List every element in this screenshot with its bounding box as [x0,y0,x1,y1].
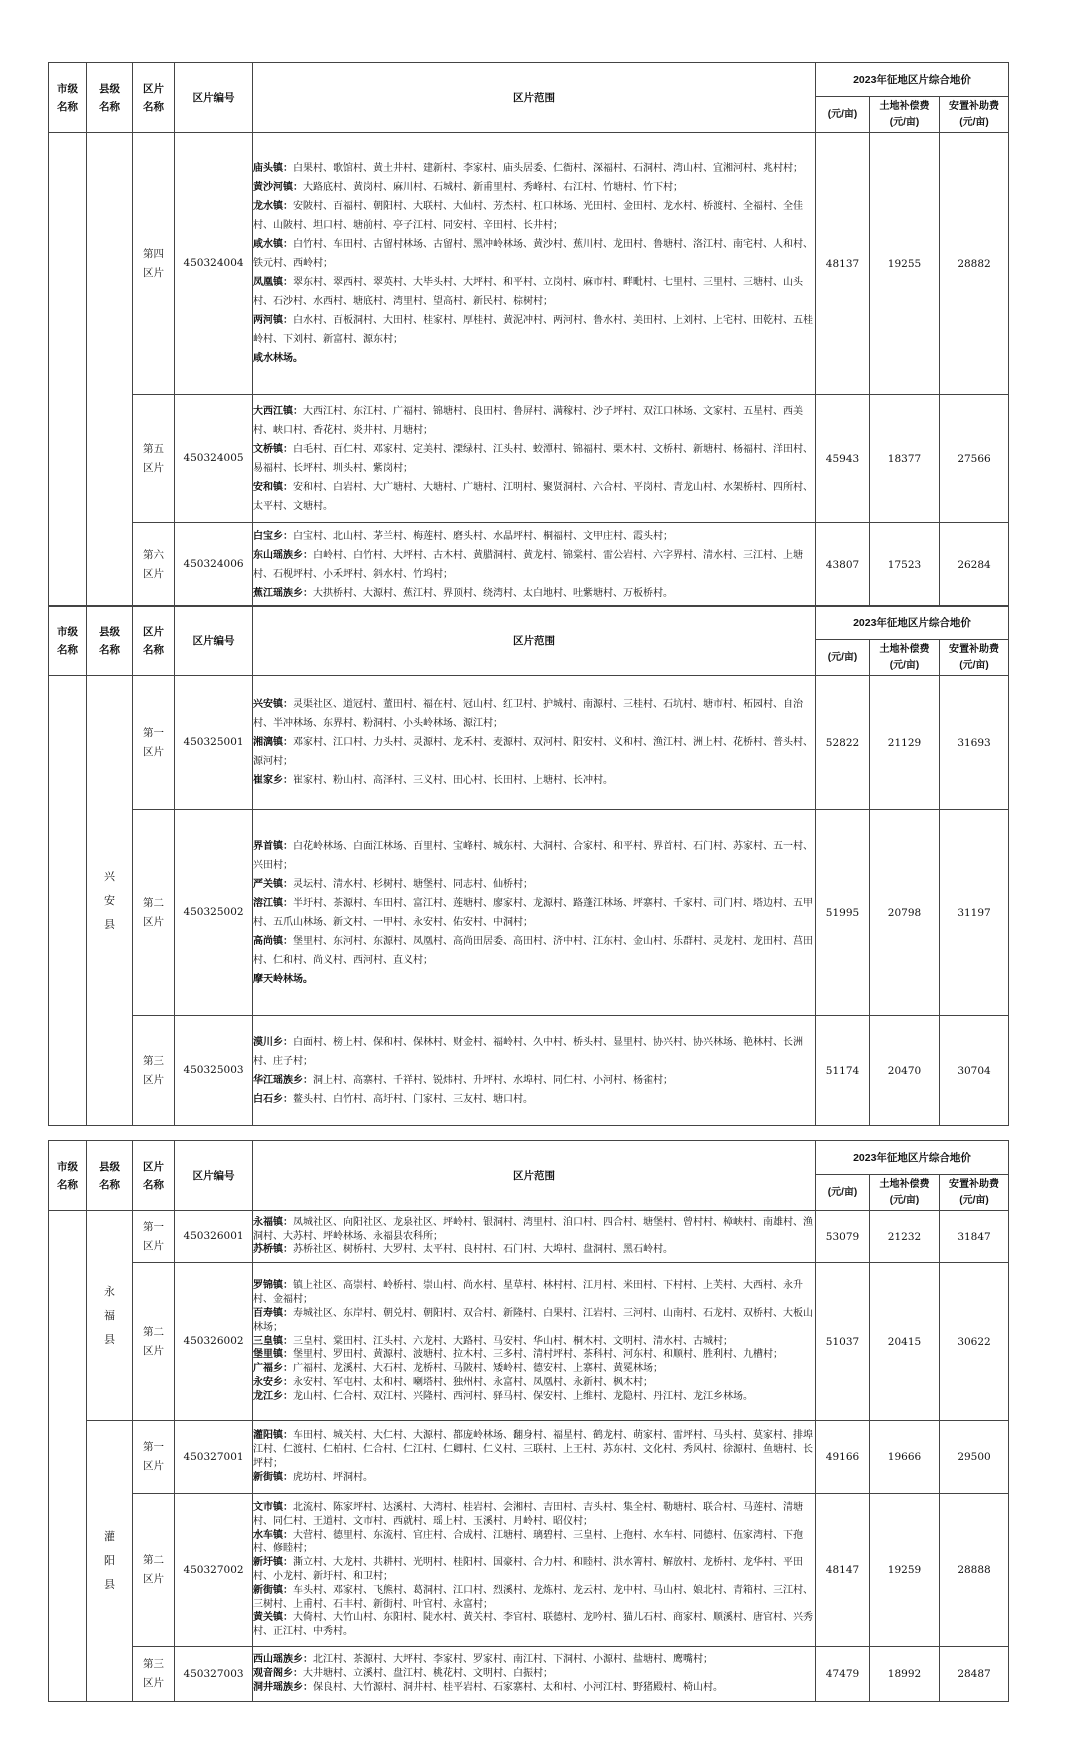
zone-range [253,1263,816,1421]
town-name: 白宝乡： [253,530,293,542]
zone-range [253,523,816,607]
town-entry [253,1033,815,1071]
town-entry [253,932,815,970]
land-compensation: 18377 [870,395,940,523]
town-name: 西山瑶族乡： [253,1654,313,1666]
resettlement-subsidy: 26284 [940,523,1009,607]
land-price-table-1 [48,62,1009,607]
town-name: 高尚镇： [253,935,293,947]
town-entry [253,1090,815,1109]
resettlement-subsidy: 31847 [940,1211,1009,1263]
town-name: 两河镇： [253,315,293,326]
village-list: 镇上社区、高崇村、岭桥村、崇山村、尚水村、星草村、林村村、江月村、米田村、下村村、上芙村、大西村、永升村、金福村； [253,1280,803,1306]
town-name: 文桥镇： [253,443,293,455]
zone-name: 第四 区片 [133,133,175,395]
resettlement-subsidy: 30622 [940,1263,1009,1421]
resettlement-subsidy: 31693 [940,676,1009,810]
village-list: 保良村、大竹源村、洞井村、桂平岩村、石家寨村、太和村、小河江村、野猪殿村、椅山村。 [313,1681,723,1693]
header-zone: 区片 名称 [133,1141,175,1211]
town-name: 水车镇： [253,1529,293,1541]
town-name: 永福镇： [253,1216,293,1228]
town-name: 新街镇： [253,1584,293,1596]
town-entry [253,527,815,546]
town-name: 华江瑶族乡： [253,1074,313,1086]
header-resettlement-subsidy: 安置补助费 (元/亩) [940,97,1009,133]
town-entry [253,235,815,273]
county-cell [87,133,133,607]
town-entry [253,1390,815,1404]
header-unit: (元/亩) [816,1175,870,1211]
zone-code: 450324006 [175,523,253,607]
village-list: 北流村、陈家坪村、达溪村、大湾村、桂岩村、会湘村、吉田村、吉头村、集全村、勒塘村、联合村、马莲村、清塘村、同仁村、王道村、文市村、西就村、瑶上村、玉溪村、月岭村、昭仪村； [253,1502,803,1527]
town-entry [253,771,815,790]
town-name: 蕉江瑶族乡： [253,587,313,599]
village-list: 翠东村、翠西村、翠英村、大毕头村、大坪村、和平村、立岗村、麻市村、畔毗村、七里村、三里村、三塘村、山头村、石沙村、水西村、塘底村、湾里村、望高村、新民村、棕树村； [253,277,803,307]
town-entry [253,159,815,178]
zone-row [49,395,1009,523]
town-name: 白石乡： [253,1093,293,1105]
town-name: 堡里镇： [253,1349,293,1361]
header-city: 市级 名称 [49,606,87,676]
zone-price: 51037 [816,1263,870,1421]
village-list: 白竹村、车田村、古留村林场、古留村、黑冲岭林场、黄沙村、蕉川村、龙田村、鲁塘村、洛江村、南宅村、人和村、铁元村、西岭村； [253,239,813,269]
header-range: 区片范围 [253,606,816,676]
town-name: 洞井瑶族乡： [253,1681,313,1693]
zone-range [253,395,816,523]
zone-row [49,523,1009,607]
zone-name: 第三 区片 [133,1016,175,1126]
village-list: 大营村、德里村、东流村、官庄村、合成村、江塘村、璃碧村、三皇村、上孢村、水车村、同德村、伍家湾村、下孢村、修睦村； [253,1529,803,1555]
town-name: 兴安镇： [253,699,293,710]
town-entry [253,837,815,875]
land-compensation: 21232 [870,1211,940,1263]
town-name: 东山瑶族乡： [253,549,313,561]
header-price-group: 2023年征地区片综合地价 [816,63,1009,97]
resettlement-subsidy: 28882 [940,133,1009,395]
zone-row [49,676,1009,810]
town-entry [253,546,815,584]
village-list: 崔家村、粉山村、高泽村、三义村、田心村、长田村、上塘村、长冲村。 [293,775,613,786]
zone-code: 450327002 [175,1494,253,1647]
town-name: 观音阁乡： [253,1668,303,1680]
header-county: 县级 名称 [87,1141,133,1211]
town-entry [253,695,815,733]
village-list: 邓家村、江口村、力头村、灵源村、龙禾村、麦源村、双河村、阳安村、义和村、渔江村、洲上村、花桥村、普头村、源河村； [253,737,813,767]
zone-row [49,133,1009,395]
header-land-compensation: 土地补偿费 (元/亩) [870,1175,940,1211]
village-list: 大路底村、黄岗村、麻川村、石城村、新甫里村、秀峰村、右江村、竹塘村、竹下村； [303,182,683,193]
village-list: 大井塘村、立溪村、盘江村、桃花村、文明村、白振村； [303,1668,553,1680]
zone-range [253,1647,816,1702]
header-county: 县级 名称 [87,606,133,676]
village-list: 苏桥社区、树桥村、大罗村、太平村、良村村、石门村、大埠村、盘洞村、黑石岭村。 [293,1244,673,1256]
zone-row [49,1263,1009,1421]
zone-row [49,1421,1009,1494]
header-zone: 区片 名称 [133,63,175,133]
town-entry [253,440,815,478]
village-list: 虎坊村、坪洞村。 [293,1471,373,1483]
header-land-compensation: 土地补偿费 (元/亩) [870,640,940,676]
zone-range [253,1494,816,1647]
town-entry [253,1681,815,1695]
zone-name: 第二 区片 [133,1494,175,1647]
town-entry [253,1376,815,1390]
village-list: 寿城社区、东岸村、朝兑村、朝阳村、双合村、新隆村、白果村、江岩村、三河村、山南村、石龙村、双桥村、大板山林场； [253,1308,813,1333]
town-entry [253,1556,815,1584]
town-name: 文市镇： [253,1502,293,1514]
town-name: 溶江镇： [253,897,293,909]
village-list: 白毛村、百仁村、邓家村、定美村、溧绿村、江头村、蛟潭村、锦福村、栗木村、文桥村、新塘村、杨福村、洋田村、易福村、长坪村、圳头村、紫岗村； [253,443,813,474]
village-list: 半圩村、茶源村、车田村、富江村、莲塘村、廖家村、龙源村、路蓬江林场、坪寨村、千家村、司门村、塔边村、五甲村、五爪山林场、新文村、一甲村、永安村、佑安村、中洞村； [253,897,813,928]
zone-price: 49166 [816,1421,870,1494]
zone-name: 第二 区片 [133,810,175,1016]
town-name: 黄沙河镇： [253,182,303,193]
zone-price: 48137 [816,133,870,395]
city-cell [49,1211,87,1702]
town-name: 罗锦镇： [253,1280,293,1292]
town-name: 咸水林场。 [253,353,303,364]
town-name: 界首镇： [253,840,293,852]
town-entry [253,1307,815,1335]
town-entry [253,894,815,932]
town-name: 安和镇： [253,481,293,493]
zone-code: 450326001 [175,1211,253,1263]
town-entry [253,311,815,349]
zone-name: 第一 区片 [133,676,175,810]
header-resettlement-subsidy: 安置补助费 (元/亩) [940,640,1009,676]
resettlement-subsidy: 28888 [940,1494,1009,1647]
town-entry [253,1279,815,1307]
city-cell [49,133,87,607]
town-name: 百寿镇： [253,1308,293,1319]
town-name: 湘漓镇： [253,737,293,748]
zone-name: 第二 区片 [133,1263,175,1421]
town-name: 新圩镇： [253,1557,293,1569]
town-name: 龙江乡： [253,1390,293,1402]
zone-price: 48147 [816,1494,870,1647]
town-entry [253,733,815,771]
town-name: 严关镇： [253,878,293,890]
zone-range [253,133,816,395]
village-list: 堡里村、东河村、东源村、凤凰村、高尚田居委、高田村、济中村、江东村、金山村、乐群村、灵龙村、龙田村、莒田村、仁和村、尚义村、西河村、直义村； [253,935,813,966]
town-entry [253,1429,815,1470]
town-entry [253,1653,815,1667]
village-list: 三皇村、棠田村、江头村、六龙村、大路村、马安村、华山村、桐木村、文明村、清水村、古城村； [293,1335,733,1347]
header-code: 区片编号 [175,63,253,133]
zone-range [253,1211,816,1263]
village-list: 洞上村、高寨村、千祥村、锐炜村、升坪村、水埠村、同仁村、小河村、杨雀村； [313,1074,673,1086]
zone-code: 450324004 [175,133,253,395]
town-entry [253,1611,815,1639]
town-name: 大西江镇： [253,405,303,417]
land-price-table-2 [48,605,1009,1126]
village-list: 广福村、龙溪村、大石村、龙桥村、马陂村、矮岭村、德安村、上寨村、黄冕林场； [293,1363,663,1375]
town-entry [253,1501,815,1529]
village-list: 车头村、邓家村、飞熊村、葛洞村、江口村、烈溪村、龙炼村、龙云村、龙中村、马山村、娘北村、青箱村、三江村、三树村、上甫村、石丰村、新街村、叶官村、永富村； [253,1584,813,1610]
village-list: 大倚村、大竹山村、东阳村、陡水村、黄关村、李官村、联德村、龙吟村、猫儿石村、商家村、顺溪村、唐官村、兴秀村、正江村、中秀村。 [253,1612,813,1638]
header-code: 区片编号 [175,606,253,676]
town-name: 咸水镇： [253,239,293,250]
resettlement-subsidy: 28487 [940,1647,1009,1702]
town-entry [253,1362,815,1376]
town-entry [253,875,815,894]
land-compensation: 21129 [870,676,940,810]
header-city: 市级 名称 [49,63,87,133]
zone-price: 45943 [816,395,870,523]
village-list: 灵渠社区、道冠村、董田村、福在村、冠山村、红卫村、护城村、南源村、三桂村、石坑村、塘市村、柘园村、自治村、半冲林场、东界村、粉洞村、小头岭林场、源江村； [253,699,803,729]
header-city: 市级 名称 [49,1141,87,1211]
land-compensation: 19255 [870,133,940,395]
village-list: 龙山村、仁合村、双江村、兴隆村、西河村、驿马村、保安村、上维村、龙隐村、丹江村、龙江乡林场。 [293,1390,753,1402]
resettlement-subsidy: 27566 [940,395,1009,523]
town-name: 广福乡： [253,1363,293,1375]
village-list: 凤城社区、向阳社区、龙泉社区、坪岭村、银洞村、湾里村、洎口村、四合村、塘堡村、曾村村、樟峡村、南雄村、渔洞村、大苏村、坪岭林场、永福县农科所； [253,1216,813,1242]
town-entry [253,1243,815,1257]
zone-code: 450325002 [175,810,253,1016]
village-list: 安和村、白岩村、大广塘村、大塘村、广塘村、江明村、聚贤洞村、六合村、平岗村、青龙山村、水架桥村、四所村、太平村、文塘村。 [253,481,813,512]
city-cell [49,676,87,1126]
town-entry [253,970,815,989]
village-list: 灵坛村、清水村、杉树村、塘堡村、同志村、仙桥村； [293,878,533,890]
town-name: 永安乡： [253,1376,293,1388]
county-name: 永 福 县 [87,1211,133,1421]
header-code: 区片编号 [175,1141,253,1211]
town-entry [253,1667,815,1681]
zone-code: 450327003 [175,1647,253,1702]
town-name: 摩天岭林场。 [253,973,313,985]
town-entry [253,478,815,516]
zone-price: 53079 [816,1211,870,1263]
village-list: 大拱桥村、大源村、蕉江村、界顶村、绕湾村、太白地村、吐紫塘村、万板桥村。 [313,587,673,599]
town-entry [253,1071,815,1090]
county-name: 灌 阳 县 [87,1421,133,1702]
village-list: 鳌头村、白竹村、高圩村、门家村、三友村、塘口村。 [293,1093,533,1105]
zone-code: 450325001 [175,676,253,810]
zone-code: 450326002 [175,1263,253,1421]
resettlement-subsidy: 31197 [940,810,1009,1016]
zone-range [253,676,816,810]
zone-price: 47479 [816,1647,870,1702]
village-list: 白果村、歌馆村、黄土井村、建新村、李家村、庙头居委、仁衙村、深福村、石洞村、湾山村、宜湘河村、兆村村； [293,163,803,174]
zone-row [49,810,1009,1016]
town-name: 灌阳镇： [253,1430,293,1442]
town-entry [253,349,815,368]
town-entry [253,1216,815,1244]
village-list: 北江村、茶源村、大坪村、李家村、罗家村、南江村、下洞村、小源村、盐塘村、鹰嘴村； [313,1654,713,1666]
land-compensation: 20470 [870,1016,940,1126]
town-name: 新街镇： [253,1471,293,1483]
zone-name: 第一 区片 [133,1211,175,1263]
town-name: 凤凰镇： [253,277,293,288]
zone-name: 第六 区片 [133,523,175,607]
town-entry [253,1529,815,1557]
town-name: 崔家乡： [253,775,293,786]
zone-price: 43807 [816,523,870,607]
zone-price: 51995 [816,810,870,1016]
land-compensation: 17523 [870,523,940,607]
town-entry [253,1471,815,1485]
header-zone: 区片 名称 [133,606,175,676]
header-unit: (元/亩) [816,97,870,133]
zone-range [253,1016,816,1126]
zone-row [49,1494,1009,1647]
village-list: 大西江村、东江村、广福村、锦塘村、良田村、鲁屏村、满稼村、沙子坪村、双江口林场、文家村、五星村、西美村、峡口村、香花村、炎井村、月塘村； [253,405,803,436]
town-entry [253,197,815,235]
village-list: 白岭村、白竹村、大坪村、古木村、黄腊洞村、黄龙村、锦棠村、雷公岩村、六字界村、清水村、三江村、上塘村、石枧坪村、小禾坪村、斜水村、竹坞村； [253,549,803,580]
village-list: 澌立村、大龙村、共耕村、光明村、桂阳村、国豪村、合力村、和睦村、洪水箐村、解放村、龙桥村、龙华村、平田村、小龙村、新圩村、和卫村； [253,1557,803,1582]
header-county: 县级 名称 [87,63,133,133]
town-entry [253,178,815,197]
village-list: 白水村、百板洞村、大田村、桂家村、厚桂村、黄泥冲村、两河村、鲁水村、美田村、上刘村、上宅村、田乾村、五桂岭村、下刘村、新富村、源东村； [253,315,813,345]
village-list: 白面村、榜上村、保和村、保林村、财金村、福岭村、久中村、桥头村、显里村、协兴村、协兴林场、艳林村、长洲村、庄子村； [253,1036,803,1067]
village-list: 永安村、军屯村、太和村、喇塔村、独州村、永富村、凤凰村、永新村、枫木村； [293,1376,653,1388]
land-compensation: 20415 [870,1263,940,1421]
town-name: 龙水镇： [253,201,293,212]
town-name: 漠川乡： [253,1036,293,1048]
village-list: 白宝村、北山村、茅兰村、梅莲村、磨头村、水晶坪村、桐福村、文甲庄村、霞头村； [293,530,673,542]
village-list: 白花岭林场、白面江林场、百里村、宝峰村、城东村、大洞村、合家村、和平村、界首村、石门村、苏家村、五一村、兴田村； [253,840,813,871]
zone-row [49,1211,1009,1263]
land-compensation: 20798 [870,810,940,1016]
zone-row [49,1016,1009,1126]
zone-name: 第五 区片 [133,395,175,523]
zone-code: 450327001 [175,1421,253,1494]
town-entry [253,1335,815,1349]
zone-name: 第三 区片 [133,1647,175,1702]
land-compensation: 18992 [870,1647,940,1702]
zone-range [253,810,816,1016]
zone-code: 450325003 [175,1016,253,1126]
village-list: 安陂村、百福村、朝阳村、大联村、大仙村、芳杰村、杠口林场、光田村、金田村、龙水村、桥渡村、全福村、全佳村、山陂村、坦口村、塘前村、亭子江村、同安村、辛田村、长井村； [253,201,803,231]
county-name: 兴 安 县 [87,676,133,1126]
zone-code: 450324005 [175,395,253,523]
header-resettlement-subsidy: 安置补助费 (元/亩) [940,1175,1009,1211]
header-unit: (元/亩) [816,640,870,676]
zone-price: 51174 [816,1016,870,1126]
zone-row [49,1647,1009,1702]
town-entry [253,273,815,311]
town-entry [253,402,815,440]
town-name: 苏桥镇： [253,1244,293,1256]
land-price-table-3 [48,1140,1009,1702]
zone-range [253,1421,816,1494]
land-compensation: 19259 [870,1494,940,1647]
town-entry [253,1348,815,1362]
town-entry [253,584,815,603]
header-land-compensation: 土地补偿费 (元/亩) [870,97,940,133]
header-price-group: 2023年征地区片综合地价 [816,1141,1009,1175]
town-name: 三皇镇： [253,1335,293,1347]
header-range: 区片范围 [253,63,816,133]
zone-name: 第一 区片 [133,1421,175,1494]
resettlement-subsidy: 29500 [940,1421,1009,1494]
town-name: 庙头镇： [253,163,293,174]
town-name: 黄关镇： [253,1612,293,1624]
land-compensation: 19666 [870,1421,940,1494]
village-list: 车田村、城关村、大仁村、大源村、都庞岭林场、翻身村、福星村、鹤龙村、萌家村、雷坪村、马头村、莫家村、排埠江村、仁渡村、仁柏村、仁合村、仁江村、仁卿村、仁义村、三联村、上王村、苏东村、文化村、秀风村、徐源村、鱼塘村、长坪村； [253,1430,813,1469]
header-price-group: 2023年征地区片综合地价 [816,606,1009,640]
header-range: 区片范围 [253,1141,816,1211]
town-entry [253,1584,815,1612]
village-list: 堡里村、罗田村、黄源村、波塘村、拉木村、三多村、清村坪村、茶科村、河东村、和顺村、胜利村、九槽村； [293,1349,783,1361]
resettlement-subsidy: 30704 [940,1016,1009,1126]
zone-price: 52822 [816,676,870,810]
